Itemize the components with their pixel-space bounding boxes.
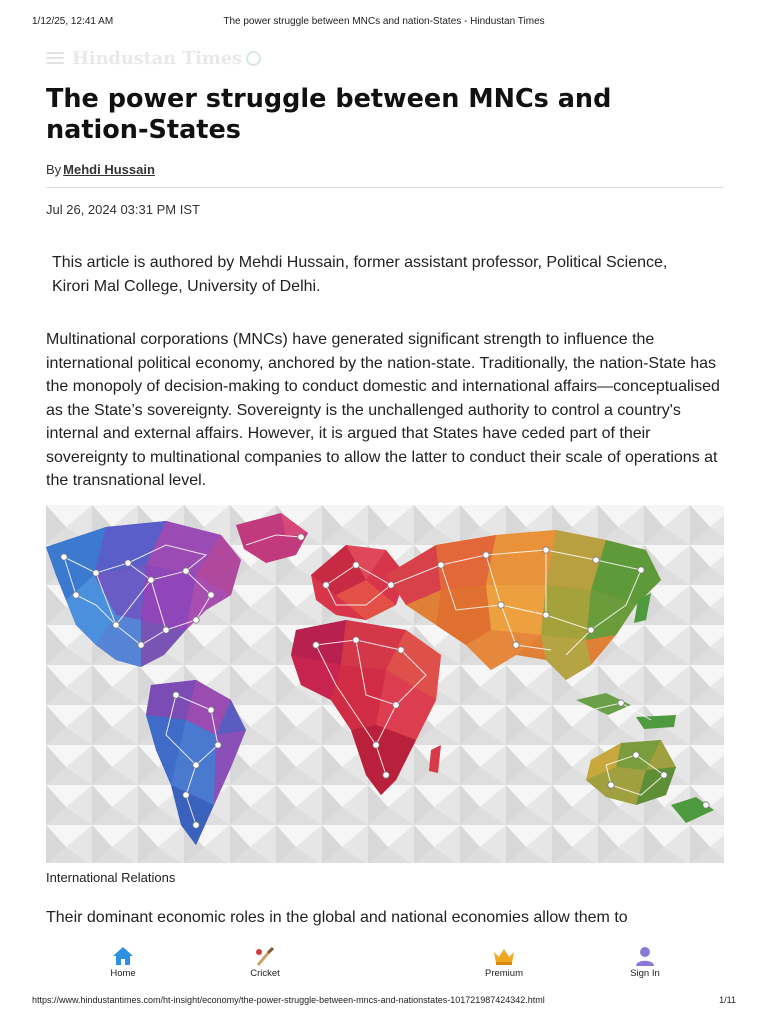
article-hero-image bbox=[46, 505, 724, 863]
image-caption: International Relations bbox=[46, 870, 176, 885]
bottom-nav bbox=[0, 938, 768, 990]
world-map-illustration bbox=[46, 505, 724, 863]
user-icon bbox=[634, 946, 656, 966]
print-header bbox=[32, 16, 736, 30]
nav-premium-label: Premium bbox=[484, 968, 523, 979]
byline-divider bbox=[46, 187, 724, 188]
author-link[interactable]: Mehdi Hussain bbox=[63, 162, 155, 177]
published-date: Jul 26, 2024 03:31 PM IST bbox=[46, 202, 200, 217]
print-url: https://www.hindustantimes.com/ht-insight/economy/the-power-struggle-between-mncs-and-nationstates-101721987424342.html bbox=[32, 995, 545, 1005]
article-paragraph: Multinational corporations (MNCs) have generated significant strength to influence the international political economy, anchored by the nation-state. Traditionally, the nation-State has the monopoly of decision-making to conduct domestic and international affairs—conceptualised as the State’s sovereignty. Sovereignty is the unchallenged authority to control a country's internal and external affairs. However, it is argued that States have ceded part of their sovereignty to multinational companies to allow the latter to conduct their scale of operations at the transnational level. bbox=[46, 331, 720, 489]
crown-icon bbox=[492, 946, 516, 966]
nav-cricket[interactable] bbox=[225, 946, 305, 979]
byline bbox=[46, 162, 155, 177]
print-page-title: The power struggle between MNCs and nation-States - Hindustan Times bbox=[223, 16, 545, 27]
nav-sign-in-label: Sign In bbox=[630, 968, 660, 979]
masthead bbox=[46, 47, 261, 69]
site-logo[interactable]: Hindustan Times bbox=[72, 47, 242, 69]
article-paragraph: Their dominant economic roles in the global and national economies allow them to bbox=[46, 909, 628, 926]
nav-home-label: Home bbox=[110, 968, 136, 979]
nav-sign-in[interactable] bbox=[605, 946, 685, 979]
nav-premium[interactable] bbox=[464, 946, 544, 979]
nav-home[interactable] bbox=[83, 946, 163, 979]
logo-mark-icon bbox=[246, 51, 261, 66]
cricket-bat-icon bbox=[254, 946, 276, 966]
hamburger-menu-icon[interactable] bbox=[46, 52, 64, 64]
print-date: 1/12/25, 12:41 AM bbox=[32, 16, 114, 27]
print-page-number: 1/11 bbox=[719, 995, 736, 1005]
home-icon bbox=[112, 946, 134, 966]
print-footer bbox=[32, 995, 736, 1009]
author-note: This article is authored by Mehdi Hussain, former assistant professor, Political Science, Kirori Mal College, University of Delhi. bbox=[52, 254, 668, 295]
byline-prefix: By bbox=[46, 162, 62, 177]
nav-cricket-label: Cricket bbox=[250, 968, 280, 979]
article-headline: The power struggle between MNCs and nation-States bbox=[46, 84, 612, 145]
